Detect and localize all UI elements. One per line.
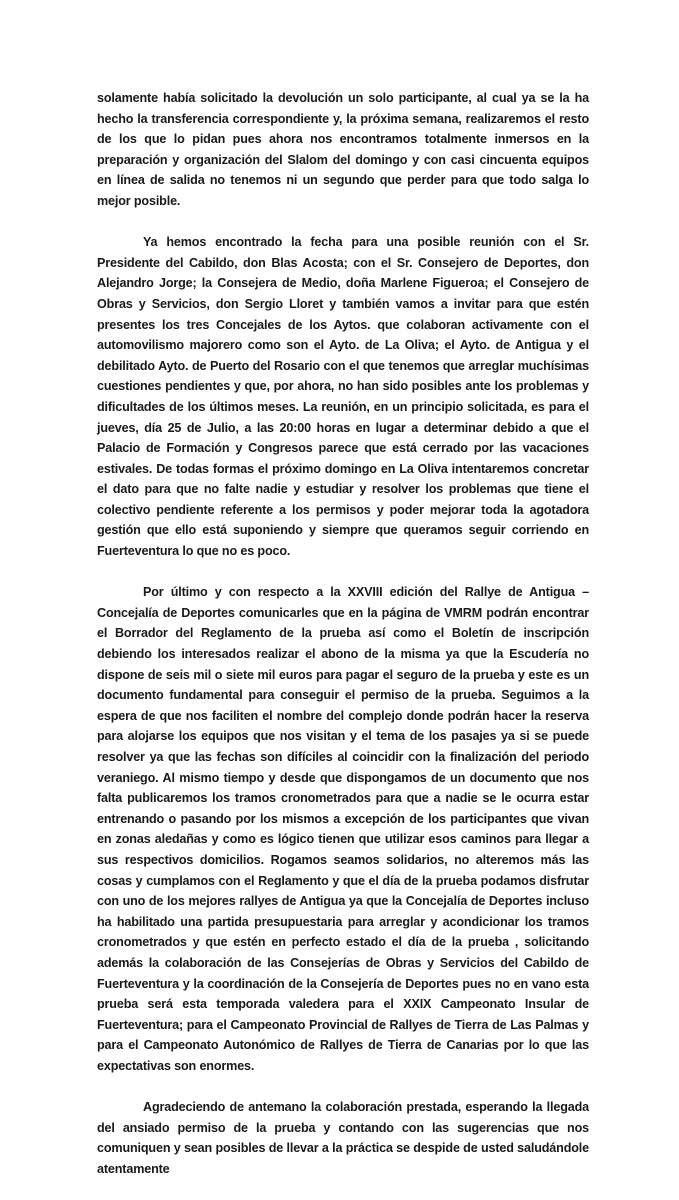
paragraph-meeting [97,232,589,562]
paragraph-rallye-antigua [97,582,589,1076]
document-page [97,88,589,1200]
meeting-date-emphasis: la fecha para una posible reunión [291,235,515,250]
paragraph-text: solamente había solicitado la devolución un solo participante, al cual ya se la ha hecho la transferencia correspondiente y, la próxima semana, realizaremos el resto de los que lo pidan pues ahora nos encontramos totalmente inmersos en la preparación y organización del Slalom del domingo y con casi cincuenta equipos en línea de salida no tenemos ni un segundo que perder para que todo salga lo mejor posible. [97,91,589,208]
paragraph-closing [97,1097,589,1179]
paragraph-refunds [97,88,589,212]
paragraph-text: Agradeciendo de antemano la colaboración prestada, esperando la llegada del ansiado permiso de la prueba y contando con las sugerencias que nos comuniquen y sean posibles de llevar a la práctica se despide de usted saludándole atentamente [97,1100,589,1176]
paragraph-text: Por último y con respecto a la XXVIII edición del Rallye de Antigua – Concejalía de Deportes comunicarles que en la página de VMRM podrán encontrar el Borrador del Reglamento de la prueba así como el Boletín de inscripción debiendo los interesados realizar el abono de la misma ya que la Escudería no dispone de seis mil o siete mil euros para pagar el seguro de la prueba y este es un documento fundamental para conseguir el permiso de la prueba. Seguimos a la espera de que nos faciliten el nombre del complejo donde podrán hacer la reserva para alojarse los equipos que nos visitan y el tema de los pasajes ya si se puede resolver ya que las fechas son difíciles al coincidir con la finalización del periodo veraniego. Al mismo tiempo y desde que dispongamos de un documento que nos falta publicaremos los tramos cronometrados para que a nadie se le ocurra estar entrenando o pasando por los mismos a excepción de los participantes que vivan en zonas aledañas y como es lógico tienen que utilizar esos caminos para llegar a sus respectivos domicilios. Rogamos seamos solidarios, no alteremos más las cosas y cumplamos con el Reglamento y que el día de la prueba podamos disfrutar con uno de los mejores rallyes de Antigua ya que la Concejalía de Deportes incluso ha habilitado una partida presupuestaria para arreglar y acondicionar los tramos cronometrados y que estén en perfecto estado el día de la prueba , solicitando además la colaboración de las Consejerías de Obras y Servicios del Cabildo de Fuerteventura y la coordinación de la Consejería de Deportes pues no en vano esta prueba será esta temporada valedera para el XXIX Campeonato Insular de Fuerteventura; para el Campeonato Provincial de Rallyes de Tierra de Las Palmas y para el Campeonato Autonómico de Rallyes de Tierra de Canarias por lo que las expectativas son enormes. [97,585,589,1073]
paragraph-text: Ya hemos encontrado [143,235,292,250]
paragraph-text: con el Sr. Presidente del Cabildo, don Blas Acosta; con el Sr. Consejero de Deportes, don Alejandro Jorge; la Consejera de Medio, doña Marlene Figueroa; el Consejero de Obras y Servicios, don Sergio Lloret y también vamos a invitar para que estén presentes los tres Concejales de los Aytos. que colaboran activamente con el automovilismo majorero como son el Ayto. de La Oliva; el Ayto. de Antigua y el debilitado Ayto. de Puerto del Rosario con el que tenemos que arreglar muchísimas cuestiones pendientes y que, por ahora, no han sido posibles ante los problemas y dificultades de los últimos meses. La reunión, en un principio solicitada, es para el jueves, día 25 de Julio, a las 20:00 horas en lugar a determinar debido a que el Palacio de Formación y Congresos parece que está cerrado por las vacaciones estivales. De todas formas el próximo domingo en La Oliva intentaremos concretar el dato para que no falte nadie y estudiar y resolver los problemas que tiene el colectivo pendiente referente a los permisos y poder mejorar toda la agotadora gestión que ello está suponiendo y siempre que queramos seguir corriendo en Fuerteventura lo que no es poco. [97,235,589,559]
